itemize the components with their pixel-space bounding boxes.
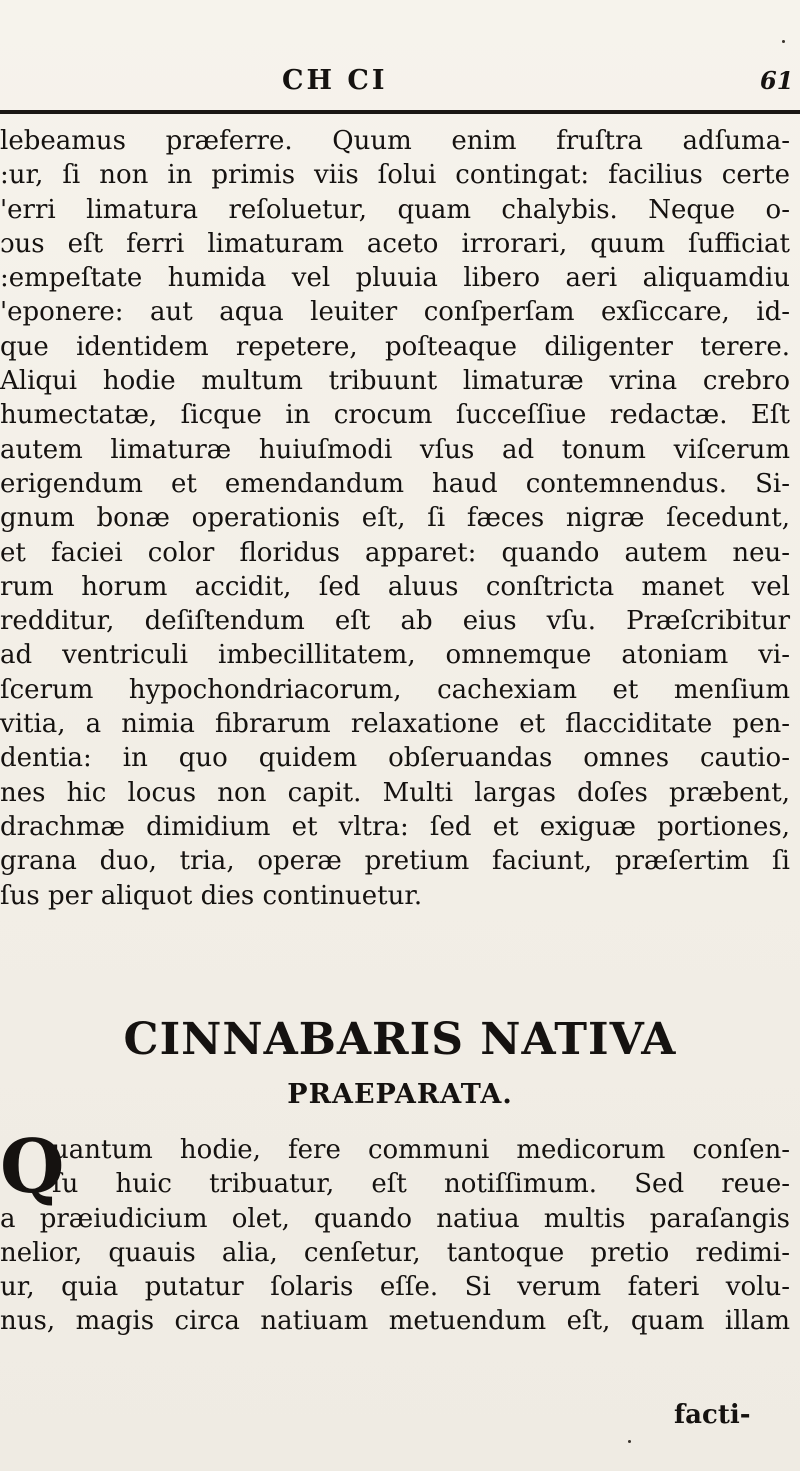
text-line: ſus per aliquot dies continuetur. bbox=[0, 880, 423, 911]
text-line: rum horum accidit, ſed aluus conſtricta manet vel bbox=[0, 571, 790, 602]
text-line: et faciei color floridus apparet: quando autem neu- bbox=[0, 537, 790, 568]
text-line: ur, quia putatur ſolaris eſſe. Si verum fateri volu- bbox=[0, 1272, 790, 1303]
ink-speck bbox=[628, 1440, 631, 1443]
text-line: nus, magis circa natiuam metuendum eſt, quam illam bbox=[0, 1306, 790, 1337]
text-line: drachmæ dimidium et vltra: ſed et exiguæ portiones, bbox=[0, 811, 790, 842]
text-line: autem limaturæ huiuſmodi vſus ad tonum viſcerum bbox=[0, 434, 790, 465]
text-line: humectatæ, ſicque in crocum ſucceſſiue redactæ. Eſt bbox=[0, 400, 790, 431]
text-line: lebeamus præferre. Quum enim fruſtra adſuma- bbox=[0, 126, 790, 156]
text-line: ſcerum hypochondriacorum, cachexiam et menſium bbox=[0, 674, 790, 705]
text-line: :ur, ſi non in primis viis ſolui contingat: facilius certe bbox=[0, 160, 790, 191]
text-line: erigendum et emendandum haud contemnendus. Si- bbox=[0, 468, 790, 499]
header-rule bbox=[0, 110, 800, 114]
text-line: 'erri limatura reſoluetur, quam chalybis. Neque o- bbox=[0, 194, 790, 225]
text-line: ad ventriculi imbecillitatem, omnemque atoniam vi- bbox=[0, 640, 790, 671]
paragraph-1 bbox=[0, 124, 800, 913]
text-line: vitia, a nimia fibrarum relaxatione et flacciditate pen- bbox=[0, 709, 790, 740]
text-line: grana duo, tria, operæ pretium faciunt, præſertim ſi bbox=[0, 846, 790, 877]
text-line: 'eponere: aut aqua leuiter conſperſam exſiccare, id- bbox=[0, 297, 790, 328]
drop-cap: Q bbox=[0, 1124, 65, 1210]
text-line: gnum bonæ operationis eſt, ſi fæces nigræ ſecedunt, bbox=[0, 503, 790, 534]
page-number: 61 bbox=[760, 66, 794, 95]
text-line: uantum hodie, fere communi medicorum conſen- bbox=[52, 1135, 790, 1165]
text-line: dentia: in quo quidem obſeruandas omnes cautio- bbox=[0, 743, 790, 774]
section-subtitle: PRAEPARATA. bbox=[287, 1079, 513, 1110]
catchword: facti- bbox=[674, 1400, 751, 1430]
text-line: :empeſtate humida vel pluuia libero aeri aliquamdiu bbox=[0, 263, 790, 294]
text-line: nelior, quauis alia, cenſetur, tantoque pretio redimi- bbox=[0, 1237, 790, 1268]
ink-speck bbox=[782, 40, 785, 43]
text-line: redditur, deſiſtendum eſt ab eius vſu. Præſcribitur bbox=[0, 606, 790, 637]
text-line: ſu huic tribuatur, eſt notiſſimum. Sed reue- bbox=[52, 1169, 790, 1200]
text-line: Aliqui hodie multum tribuunt limaturæ vrina crebro bbox=[0, 366, 790, 397]
running-title: CH CI bbox=[282, 65, 388, 96]
page-header bbox=[0, 64, 800, 98]
text-line: ɔus eſt ferri limaturam aceto irrorari, quum ſufficiat bbox=[0, 228, 790, 259]
paragraph-2 bbox=[0, 1124, 800, 1339]
text-line: a præiudicium olet, quando natiua multis paraſangis bbox=[0, 1203, 790, 1234]
text-line: que identidem repetere, poſteaque diligenter terere. bbox=[0, 331, 790, 362]
section-title: CINNABARIS NATIVA bbox=[123, 1014, 677, 1065]
text-line: nes hic locus non capit. Multi largas doſes præbent, bbox=[0, 777, 790, 808]
